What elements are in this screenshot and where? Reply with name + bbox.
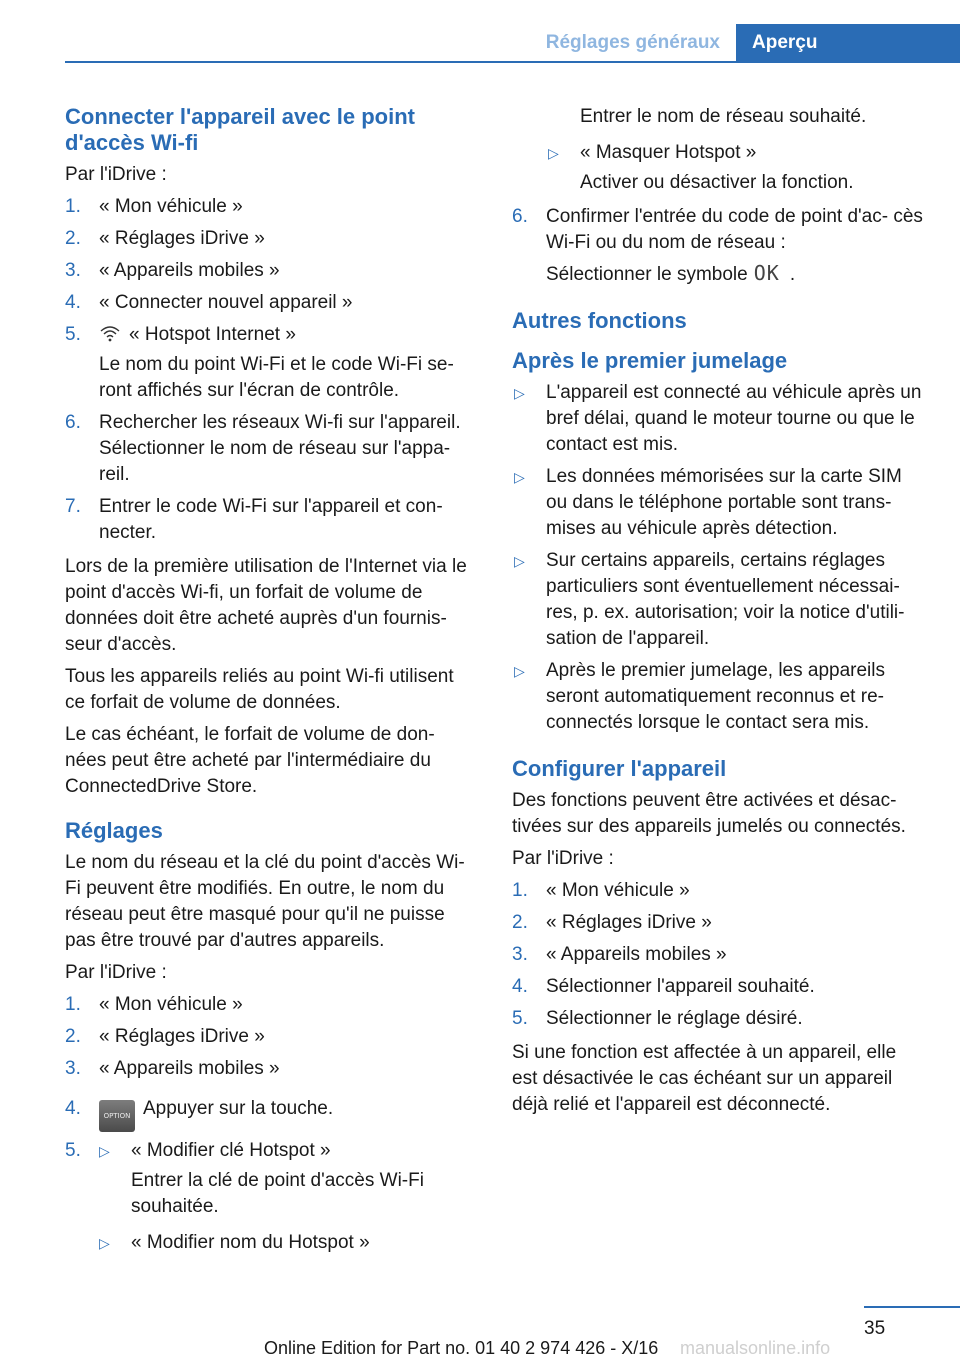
bullet-item: ▷ « Modifier nom du Hotspot »	[99, 1230, 477, 1256]
bullet-item: ▷ Les données mémorisées sur la carte SIM ou dans le téléphone portable sont trans- mises au véhicule après détection.	[514, 466, 902, 539]
steps-connect	[65, 194, 477, 546]
steps-confirm	[512, 204, 924, 288]
bullet-item: ▷ Après le premier jumelage, les appareils seront automatiquement reconnus et re- connectés lorsque le contact sera mis.	[514, 660, 885, 733]
heading-apres: Après le premier jumelage	[512, 348, 788, 373]
paragraph: Tous les appareils reliés au point Wi-fi utilisent ce forfait de volume de données.	[65, 666, 454, 713]
list-item: 2. « Réglages iDrive »	[65, 1026, 265, 1047]
triangle-icon: ▷	[514, 385, 525, 401]
by-idrive: Par l'iDrive :	[512, 848, 614, 869]
by-idrive: Par l'iDrive :	[65, 962, 167, 983]
mask-list	[512, 140, 924, 196]
paragraph: Le cas échéant, le forfait de volume de don- nées peut être acheté par l'intermédiaire du ConnectedDrive Store.	[65, 724, 435, 797]
list-item: 5. « Hotspot Internet » Le nom du point Wi-Fi et le code Wi-Fi se- ront affichés sur l'écran de contrôle.	[65, 322, 477, 404]
list-item: 7. Entrer le code Wi-Fi sur l'appareil et con- necter.	[65, 496, 443, 543]
triangle-icon: ▷	[514, 553, 525, 569]
right-column	[512, 104, 924, 1124]
paragraph: Des fonctions peuvent être activées et désac- tivées sur des appareils jumelés ou connectés.	[512, 790, 906, 837]
watermark: manualsonline.info	[680, 1338, 831, 1358]
list-item: 1. « Mon véhicule »	[65, 994, 243, 1015]
active-tab: Aperçu	[736, 24, 960, 62]
list-item: 5. ▷ « Modifier clé Hotspot » Entrer la clé de point d'accès Wi-Fi souhaitée. ▷ « Modifier nom du Hotspot »	[65, 1138, 477, 1256]
list-item: 1. « Mon véhicule »	[512, 880, 690, 901]
triangle-icon: ▷	[514, 469, 525, 485]
list-item: 6. Confirmer l'entrée du code de point d'ac- cès Wi-Fi ou du nom de réseau : Sélectionner le symbole OK .	[512, 206, 923, 285]
triangle-icon: ▷	[514, 663, 525, 679]
bullet-item: ▷ Sur certains appareils, certains réglages particuliers sont éventuellement nécessai- res, p. ex. autorisation; voir la notice d'utili- sation de l'appareil.	[514, 550, 905, 649]
list-item: 4. Sélectionner l'appareil souhaité.	[512, 976, 815, 997]
list-item: 3. « Appareils mobiles »	[65, 1058, 280, 1079]
paragraph: Lors de la première utilisation de l'Internet via le point d'accès Wi-fi, un forfait de volume de données doit être acheté auprès d'un fournis- seur d'accès.	[65, 556, 467, 655]
left-column	[65, 104, 477, 1264]
steps-reglages	[65, 992, 477, 1256]
section-title: Réglages généraux	[530, 24, 736, 62]
triangle-icon: ▷	[548, 145, 559, 161]
paragraph: Le nom du réseau et la clé du point d'accès Wi-Fi peuvent être modifiés. En outre, le nom du réseau peut être masqué pour qu'il ne puisse pas être trouvé par d'autres appareils.	[65, 852, 465, 951]
continued-note: Entrer le nom de réseau souhaité.	[580, 106, 867, 127]
step5-note: Le nom du point Wi-Fi et le code Wi-Fi se- ront affichés sur l'écran de contrôle.	[99, 354, 454, 401]
triangle-icon: ▷	[99, 1235, 110, 1251]
edition-note: Online Edition for Part no. 01 40 2 974 426 - X/16	[264, 1338, 659, 1358]
triangle-icon: ▷	[99, 1143, 110, 1159]
steps-config	[512, 878, 924, 1032]
page-header	[530, 24, 960, 62]
paragraph: Si une fonction est affectée à un appareil, elle est désactivée le cas échéant sur un appareil déjà relié et l'appareil est déconnecté.	[512, 1042, 897, 1115]
bullet-item: ▷ « Modifier clé Hotspot » Entrer la clé de point d'accès Wi-Fi souhaitée.	[99, 1140, 424, 1217]
header-rule	[65, 61, 960, 63]
list-item: 2. « Réglages iDrive »	[512, 912, 712, 933]
list-item: 1. « Mon véhicule »	[65, 196, 243, 217]
wifi-icon	[99, 324, 121, 342]
ok-symbol-icon: OK	[753, 261, 780, 285]
list-item: 4. OPTION Appuyer sur la touche.	[65, 1096, 477, 1132]
heading-connect: Connecter l'appareil avec le point d'accès Wi-fi	[65, 104, 416, 155]
bullet-item: ▷ L'appareil est connecté au véhicule après un bref délai, quand le moteur tourne ou que le contact est mis.	[514, 382, 922, 455]
list-item: 5. Sélectionner le réglage désiré.	[512, 1008, 803, 1029]
page-number: 35	[864, 1318, 886, 1339]
list-item: 4. « Connecter nouvel appareil »	[65, 292, 353, 313]
list-item: 2. « Réglages iDrive »	[65, 228, 265, 249]
list-item: 3. « Appareils mobiles »	[65, 260, 280, 281]
footer-rule	[864, 1306, 960, 1308]
bullet-item: ▷ « Masquer Hotspot » Activer ou désactiver la fonction.	[548, 142, 854, 193]
option-button-icon: OPTION	[99, 1100, 135, 1132]
by-idrive: Par l'iDrive :	[65, 164, 167, 185]
list-item: 6. Rechercher les réseaux Wi-fi sur l'appareil. Sélectionner le nom de réseau sur l'appa- reil.	[65, 412, 461, 485]
list-item: 3. « Appareils mobiles »	[512, 944, 727, 965]
heading-config: Configurer l'appareil	[512, 756, 727, 781]
heading-autres: Autres fonctions	[512, 308, 687, 333]
bullets-apres	[512, 380, 924, 736]
heading-reglages: Réglages	[65, 818, 163, 843]
